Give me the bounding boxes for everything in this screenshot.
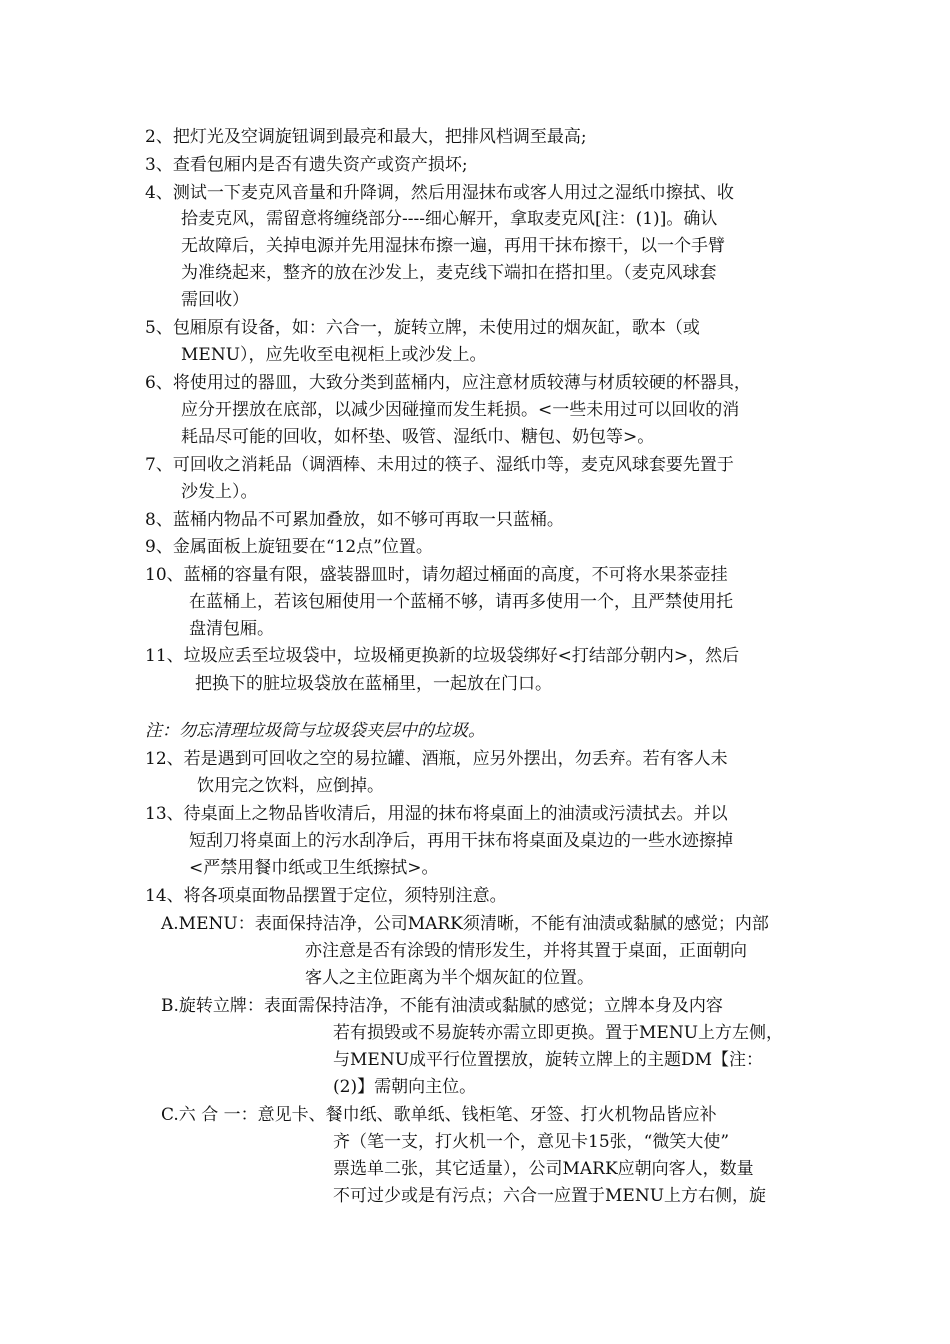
subitem-b-line-4: (2)】需朝向主位。 [333,1077,477,1097]
item-7-line-2: 沙发上）。 [181,482,258,502]
subitem-b-line-2: 若有损毁或不易旋转亦需立即更换。置于MENU上方左侧， [333,1023,784,1043]
item-14: 14、将各项桌面物品摆置于定位，须特别注意。 [145,886,507,906]
subitem-c-line-3: 票选单二张，其它适量），公司MARK应朝向客人，数量 [333,1159,754,1179]
item-4-line-3: 无故障后，关掉电源并先用湿抹布擦一遍，再用干抹布擦干，以一个手臂 [181,236,725,256]
note-line: 注：勿忘清理垃圾筒与垃圾袋夹层中的垃圾。 [145,721,485,741]
item-11-line-2: 把换下的脏垃圾袋放在蓝桶里，一起放在门口。 [195,674,552,694]
item-12-line-1: 12、若是遇到可回收之空的易拉罐、酒瓶，应另外摆出，勿丢弃。若有客人未 [145,749,728,769]
item-13-line-1: 13、待桌面上之物品皆收清后，用湿的抹布将桌面上的油渍或污渍拭去。并以 [145,804,728,824]
item-12-line-2: 饮用完之饮料，应倒掉。 [197,776,384,796]
item-7-line-1: 7、可回收之消耗品（调酒棒、未用过的筷子、湿纸巾等，麦克风球套要先置于 [145,455,734,475]
item-4-line-4: 为准绕起来，整齐的放在沙发上，麦克线下端扣在搭扣里。（麦克风球套 [181,263,717,283]
item-5-line-2: MENU），应先收至电视柜上或沙发上。 [181,345,487,365]
subitem-a-line-1: A.MENU：表面保持洁净，公司MARK须清晰，不能有油渍或黏腻的感觉；内部 [161,914,769,934]
item-10-line-3: 盘清包厢。 [189,619,274,639]
subitem-c-line-1: C.六 合 一：意见卡、餐巾纸、歌单纸、钱柜笔、牙签、打火机物品皆应补 [161,1105,717,1125]
item-13-line-3: <严禁用餐巾纸或卫生纸擦拭>。 [189,858,439,878]
item-11-line-1: 11、垃圾应丢至垃圾袋中，垃圾桶更换新的垃圾袋绑好<打结部分朝内>，然后 [145,646,740,666]
subitem-c-line-4: 不可过少或是有污点；六合一应置于MENU上方右侧，旋 [333,1186,767,1206]
item-2: 2、把灯光及空调旋钮调到最亮和最大，把排风档调至最高; [145,127,587,147]
subitem-c-line-2: 齐（笔一支，打火机一个，意见卡15张，“微笑大使” [333,1132,730,1152]
item-4-line-2: 拾麦克风，需留意将缠绕部分----细心解开，拿取麦克风[注：(1)]。确认 [181,209,718,229]
item-10-line-2: 在蓝桶上，若该包厢使用一个蓝桶不够，请再多使用一个，且严禁使用托 [189,592,733,612]
item-3: 3、查看包厢内是否有遗失资产或资产损坏; [145,155,468,175]
subitem-a-line-2: 亦注意是否有涂毁的情形发生，并将其置于桌面，正面朝向 [305,941,747,961]
item-10-line-1: 10、蓝桶的容量有限，盛装器皿时，请勿超过桶面的高度，不可将水果茶壶挂 [145,565,728,585]
item-5-line-1: 5、包厢原有设备，如：六合一，旋转立牌，未使用过的烟灰缸，歌本（或 [145,318,700,338]
item-6-line-3: 耗品尽可能的回收，如杯垫、吸管、湿纸巾、糖包、奶包等>。 [181,427,655,447]
subitem-b-line-1: B.旋转立牌：表面需保持洁净，不能有油渍或黏腻的感觉；立牌本身及内容 [161,996,723,1016]
item-4-line-5: 需回收） [181,290,249,310]
item-6-line-1: 6、将使用过的器皿，大致分类到蓝桶内，应注意材质较薄与材质较硬的杯器具， [145,373,751,393]
item-9: 9、金属面板上旋钮要在“12点”位置。 [145,537,433,557]
item-13-line-2: 短刮刀将桌面上的污水刮净后，再用干抹布将桌面及桌边的一些水迹擦掉 [189,831,733,851]
item-6-line-2: 应分开摆放在底部，以减少因碰撞而发生耗损。<一些未用过可以回收的消 [181,400,740,420]
subitem-a-line-3: 客人之主位距离为半个烟灰缸的位置。 [305,968,594,988]
item-4-line-1: 4、测试一下麦克风音量和升降调，然后用湿抹布或客人用过之湿纸巾擦拭、收 [145,183,734,203]
subitem-b-line-3: 与MENU成平行位置摆放，旋转立牌上的主题DM【注： [333,1050,764,1070]
item-8: 8、蓝桶内物品不可累加叠放，如不够可再取一只蓝桶。 [145,510,564,530]
